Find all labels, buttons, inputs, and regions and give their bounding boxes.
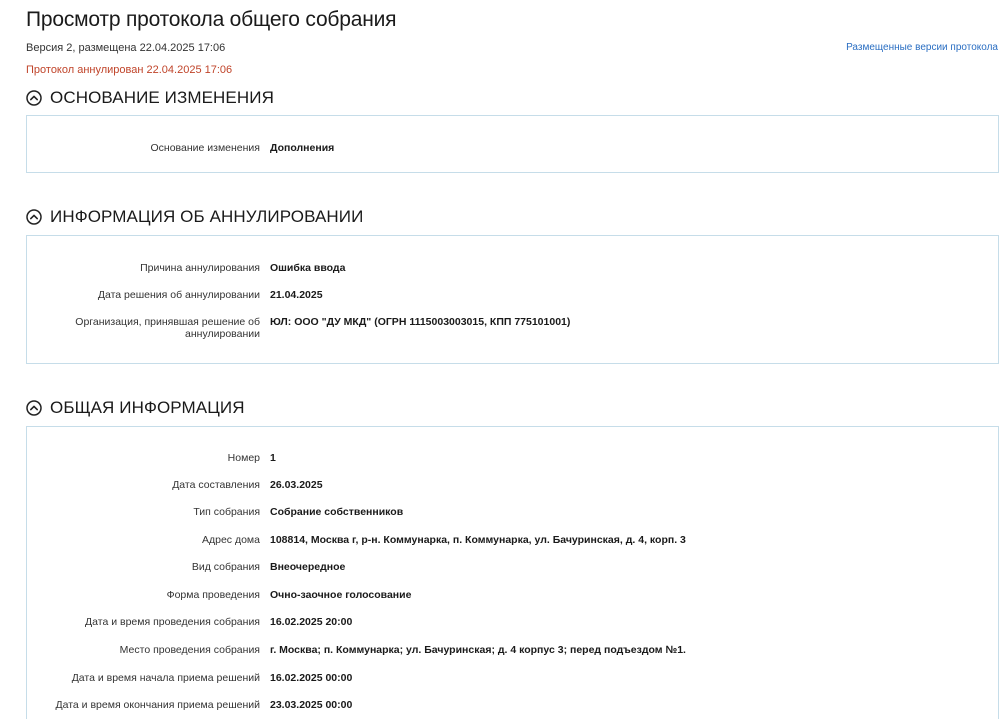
field-label: Дата и время начала приема решений: [71, 672, 260, 684]
section-header-change-basis[interactable]: [26, 88, 274, 108]
chevron-up-circle-icon[interactable]: [26, 400, 42, 416]
field-label: Тип собрания: [193, 506, 260, 518]
chevron-up-circle-icon[interactable]: [26, 209, 42, 225]
field-row: [27, 262, 998, 274]
field-row: [27, 699, 998, 711]
field-row: [27, 561, 998, 573]
field-row: [27, 672, 998, 684]
general-info-panel: [26, 426, 999, 719]
section-header-general[interactable]: [26, 398, 245, 418]
field-value: 16.02.2025 20:00: [270, 616, 353, 628]
field-value: г. Москва; п. Коммунарка; ул. Бачуринская; д. 4 корпус 3; перед подъездом №1.: [270, 644, 686, 656]
field-row: [27, 452, 998, 464]
annulled-status: Протокол аннулирован 22.04.2025 17:06: [26, 64, 233, 76]
field-row: [27, 479, 998, 491]
field-value: 23.03.2025 00:00: [270, 699, 353, 711]
field-label: Место проведения собрания: [119, 644, 260, 656]
field-value: 21.04.2025: [270, 289, 323, 301]
field-value: 26.03.2025: [270, 479, 323, 491]
field-row: [27, 644, 998, 656]
field-value: Собрание собственников: [270, 506, 404, 518]
field-row: [27, 142, 998, 154]
section-title: ОСНОВАНИЕ ИЗМЕНЕНИЯ: [50, 88, 274, 107]
field-label: Дата составления: [172, 479, 260, 491]
field-label: Дата решения об аннулировании: [97, 289, 260, 301]
field-value: 16.02.2025 00:00: [270, 672, 353, 684]
field-label: Дата и время окончания приема решений: [55, 699, 260, 711]
field-row: [27, 534, 998, 546]
field-label: Номер: [227, 452, 260, 464]
page-title: Просмотр протокола общего собрания: [26, 8, 397, 31]
field-value: Дополнения: [270, 142, 335, 154]
field-label: Форма проведения: [166, 589, 260, 601]
field-value: Очно-заочное голосование: [270, 589, 412, 601]
change-basis-panel: [26, 115, 999, 173]
section-title: ОБЩАЯ ИНФОРМАЦИЯ: [50, 398, 245, 417]
chevron-up-circle-icon[interactable]: [26, 90, 42, 106]
field-label: Дата и время проведения собрания: [85, 616, 260, 628]
field-row: [27, 616, 998, 628]
field-value: Ошибка ввода: [270, 262, 346, 274]
field-label: Вид собрания: [191, 561, 260, 573]
field-row: [27, 316, 998, 340]
field-value: Внеочередное: [270, 561, 346, 573]
published-versions-link[interactable]: Размещенные версии протокола: [846, 42, 998, 53]
field-label: Причина аннулирования: [140, 262, 260, 274]
field-label: Адрес дома: [201, 534, 260, 546]
field-row: [27, 589, 998, 601]
version-info: Версия 2, размещена 22.04.2025 17:06: [26, 42, 226, 54]
field-value: 1: [270, 452, 276, 464]
field-label: Организация, принявшая решение об аннулировании: [75, 316, 260, 340]
annulment-panel: [26, 235, 999, 364]
section-title: ИНФОРМАЦИЯ ОБ АННУЛИРОВАНИИ: [50, 207, 364, 226]
field-label: Основание изменения: [150, 142, 260, 154]
field-value: ЮЛ: ООО "ДУ МКД" (ОГРН 1115003003015, КПП 775101001): [270, 316, 571, 328]
field-row: [27, 506, 998, 518]
field-value: 108814, Москва г, р-н. Коммунарка, п. Коммунарка, ул. Бачуринская, д. 4, корп. 3: [270, 534, 686, 546]
section-header-annulment[interactable]: [26, 207, 363, 227]
field-row: [27, 289, 998, 301]
